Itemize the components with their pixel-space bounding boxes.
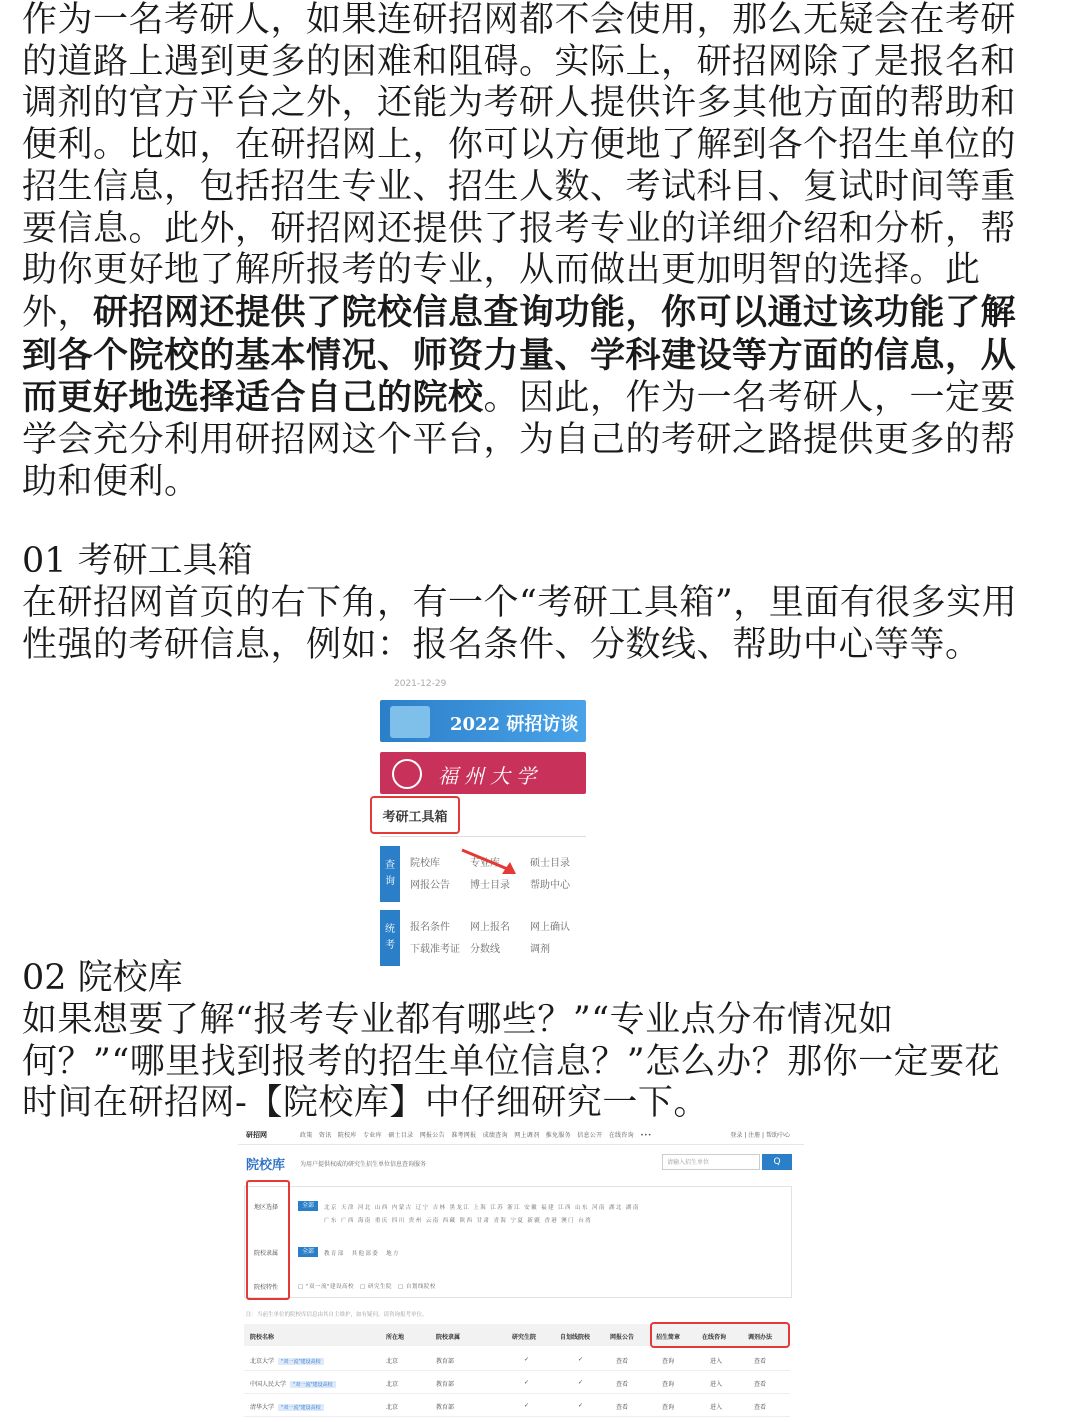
site-logo[interactable]: 研招网 [246,1131,267,1139]
cell: 北京 [386,1404,399,1411]
toolbox-screenshot [374,676,590,968]
intro-text-1: 作为一名考研人，如果连研招网都不会使用，那么无疑会在考研的道路上遇到更多的困难和阻碍。实际上，研招网除了是报名和调剂的官方平台之外，还能为考研人提供许多其他方面的帮助和便利。比如，在研招网上，你可以方便地了解到各个招生单位的招生信息，包括招生专业、招生人数、考试科目、复试时间等重要信息。此外，研招网还提供了报考专业的详细介绍和分析，帮助你更好地了解所报考的专业，从而做出更加明智的选择。此外， [22,0,1017,333]
building-icon [390,706,430,738]
tool-link[interactable]: 硕士目录 [530,858,570,869]
intro-bold-text: 研招网还提供了院校信息查询功能，你可以通过该功能了解到各个院校的基本情况、师资力量、学科建设等方面的信息，从而更好地选择适合自己的院校 [22,291,1017,419]
table-note: 注：当前生单位的院校库信息由其自主维护，如有疑问，请咨询报考单位。 [246,1312,428,1318]
cell: 北京 [386,1381,399,1388]
tool-link[interactable]: 院校库 [410,858,440,869]
tool-link[interactable]: 博士目录 [470,880,510,891]
filter-label: 院校隶属 [254,1250,279,1257]
column-header: 所在地 [386,1334,405,1341]
cell-link[interactable]: 进入 [710,1358,723,1365]
table-row [244,1371,790,1394]
tool-link[interactable]: 下载准考证 [410,944,460,955]
section1-body: 在研招网首页的右下角，有一个“考研工具箱”，里面有很多实用性强的考研信息，例如：报名条件、分数线、帮助中心等等。 [22,583,1018,665]
cell-link[interactable]: 查询 [662,1404,675,1411]
cell-link[interactable]: 进入 [710,1381,723,1388]
school-name[interactable]: 清华大学 "双一流"建设高校 [250,1402,324,1411]
cell-link[interactable]: 查看 [754,1404,767,1411]
affiliation-options[interactable]: 教育部 其他部委 地方 [324,1251,400,1257]
table-row [244,1394,790,1417]
check-icon: ✓ [578,1402,584,1409]
intro-text-2: 。因此，作为一名考研人，一定要学会充分利用研招网这个平台，为自己的考研之路提供更多的帮助和便利。 [22,378,1017,502]
search-button[interactable]: Q [762,1154,792,1170]
table-row [244,1348,790,1371]
tool-link[interactable]: 网上报名 [470,922,510,933]
region-options[interactable]: 北京 天津 河北 山西 内蒙古 辽宁 吉林 黑龙江 上海 江苏 浙江 安徽 福建 江西 山东 河南 湖北 湖南 [324,1205,640,1211]
red-arrow-icon [460,848,520,878]
search-input[interactable]: 请输入招生单位 [662,1154,760,1170]
double-first-badge: "双一流"建设高校 [278,1358,324,1365]
university-banner[interactable] [380,752,586,794]
cell: 教育部 [436,1381,455,1388]
column-header: 招生简章 [656,1334,681,1341]
check-icon: ✓ [524,1402,530,1409]
university-seal-icon [392,759,422,789]
cell-link[interactable]: 查看 [754,1381,767,1388]
intro-paragraph [22,0,1022,503]
exam-section [380,910,586,966]
cell: 北京 [386,1358,399,1365]
page-title: 院校库 [246,1158,286,1173]
column-header: 院校隶属 [436,1334,461,1341]
check-icon: ✓ [578,1379,584,1386]
cell-link[interactable]: 查看 [616,1358,629,1365]
column-header: 网报公告 [610,1334,635,1341]
filter-label: 院校特性 [254,1284,279,1291]
divider [380,836,586,837]
filter-chip-all[interactable]: 全部 [298,1201,318,1211]
interview-banner[interactable] [380,700,586,742]
exam-tag: 统 考 [380,910,400,966]
region-options[interactable]: 广东 广西 海南 重庆 四川 贵州 云南 西藏 陕西 甘肃 青海 宁夏 新疆 香港 澳门 台湾 [324,1218,593,1224]
tool-link[interactable]: 专业库 [470,858,500,869]
cell-link[interactable]: 查询 [662,1358,675,1365]
cell-link[interactable]: 进入 [710,1404,723,1411]
nav-links[interactable]: 政策 资讯 院校库 专业库 硕士目录 网报公告 准考网报 成绩查询 网上调剂 推免服务 信息公开 在线咨询 ••• [300,1132,652,1139]
check-icon: ✓ [578,1356,584,1363]
tool-link[interactable]: 调剂 [530,944,550,955]
filter-label: 地区选择 [254,1204,279,1211]
column-header: 院校名称 [250,1334,275,1341]
filter-chip-all[interactable]: 全部 [298,1247,318,1257]
feature-options[interactable]: □ "双一流"建设高校 □ 研究生院 □ 自划线院校 [298,1284,436,1290]
double-first-badge: "双一流"建设高校 [290,1381,336,1388]
interview-banner-text: 2022 研招访谈 [450,714,579,735]
section2-body: 如果想要了解“报考专业都有哪些？”“专业点分布情况如何？”“哪里找到报考的招生单位信息？”怎么办？那你一定要花时间在研招网-【院校库】中仔细研究一下。 [22,1000,1001,1124]
check-icon: ✓ [524,1379,530,1386]
highlight-box [650,1322,790,1348]
school-name[interactable]: 北京大学 "双一流"建设高校 [250,1356,324,1365]
nav-account[interactable]: 登录 | 注册 | 帮助中心 [730,1132,790,1139]
cell-link[interactable]: 查看 [616,1381,629,1388]
double-first-badge: "双一流"建设高校 [278,1404,324,1411]
tool-link[interactable]: 分数线 [470,944,500,955]
library-screenshot [238,1124,804,1422]
university-banner-text: 福州大学 [438,764,542,788]
section1-heading: 01 考研工具箱 [22,541,253,581]
section2-heading: 02 院校库 [22,958,183,998]
check-icon: ✓ [524,1356,530,1363]
cell-link[interactable]: 查看 [616,1404,629,1411]
page-subtitle: 为用户提供权威的研究生招生单位信息查询服务 [300,1161,427,1168]
query-tag: 查 询 [380,846,400,902]
toolbox-label: 考研工具箱 [370,796,460,834]
column-header: 调剂办法 [748,1334,773,1341]
cell-link[interactable]: 查看 [754,1358,767,1365]
toolbox-date: 2021-12-29 [394,679,447,689]
cell-link[interactable]: 查询 [662,1381,675,1388]
cell: 教育部 [436,1358,455,1365]
column-header: 在线咨询 [702,1334,727,1341]
cell: 教育部 [436,1404,455,1411]
column-header: 自划线院校 [560,1334,591,1341]
tool-link[interactable]: 报名条件 [410,922,450,933]
tool-link[interactable]: 网报公告 [410,880,450,891]
tool-link[interactable]: 网上确认 [530,922,570,933]
school-name[interactable]: 中国人民大学 "双一流"建设高校 [250,1379,336,1388]
top-nav [238,1124,804,1145]
column-header: 研究生院 [512,1334,537,1341]
tool-link[interactable]: 帮助中心 [530,880,570,891]
